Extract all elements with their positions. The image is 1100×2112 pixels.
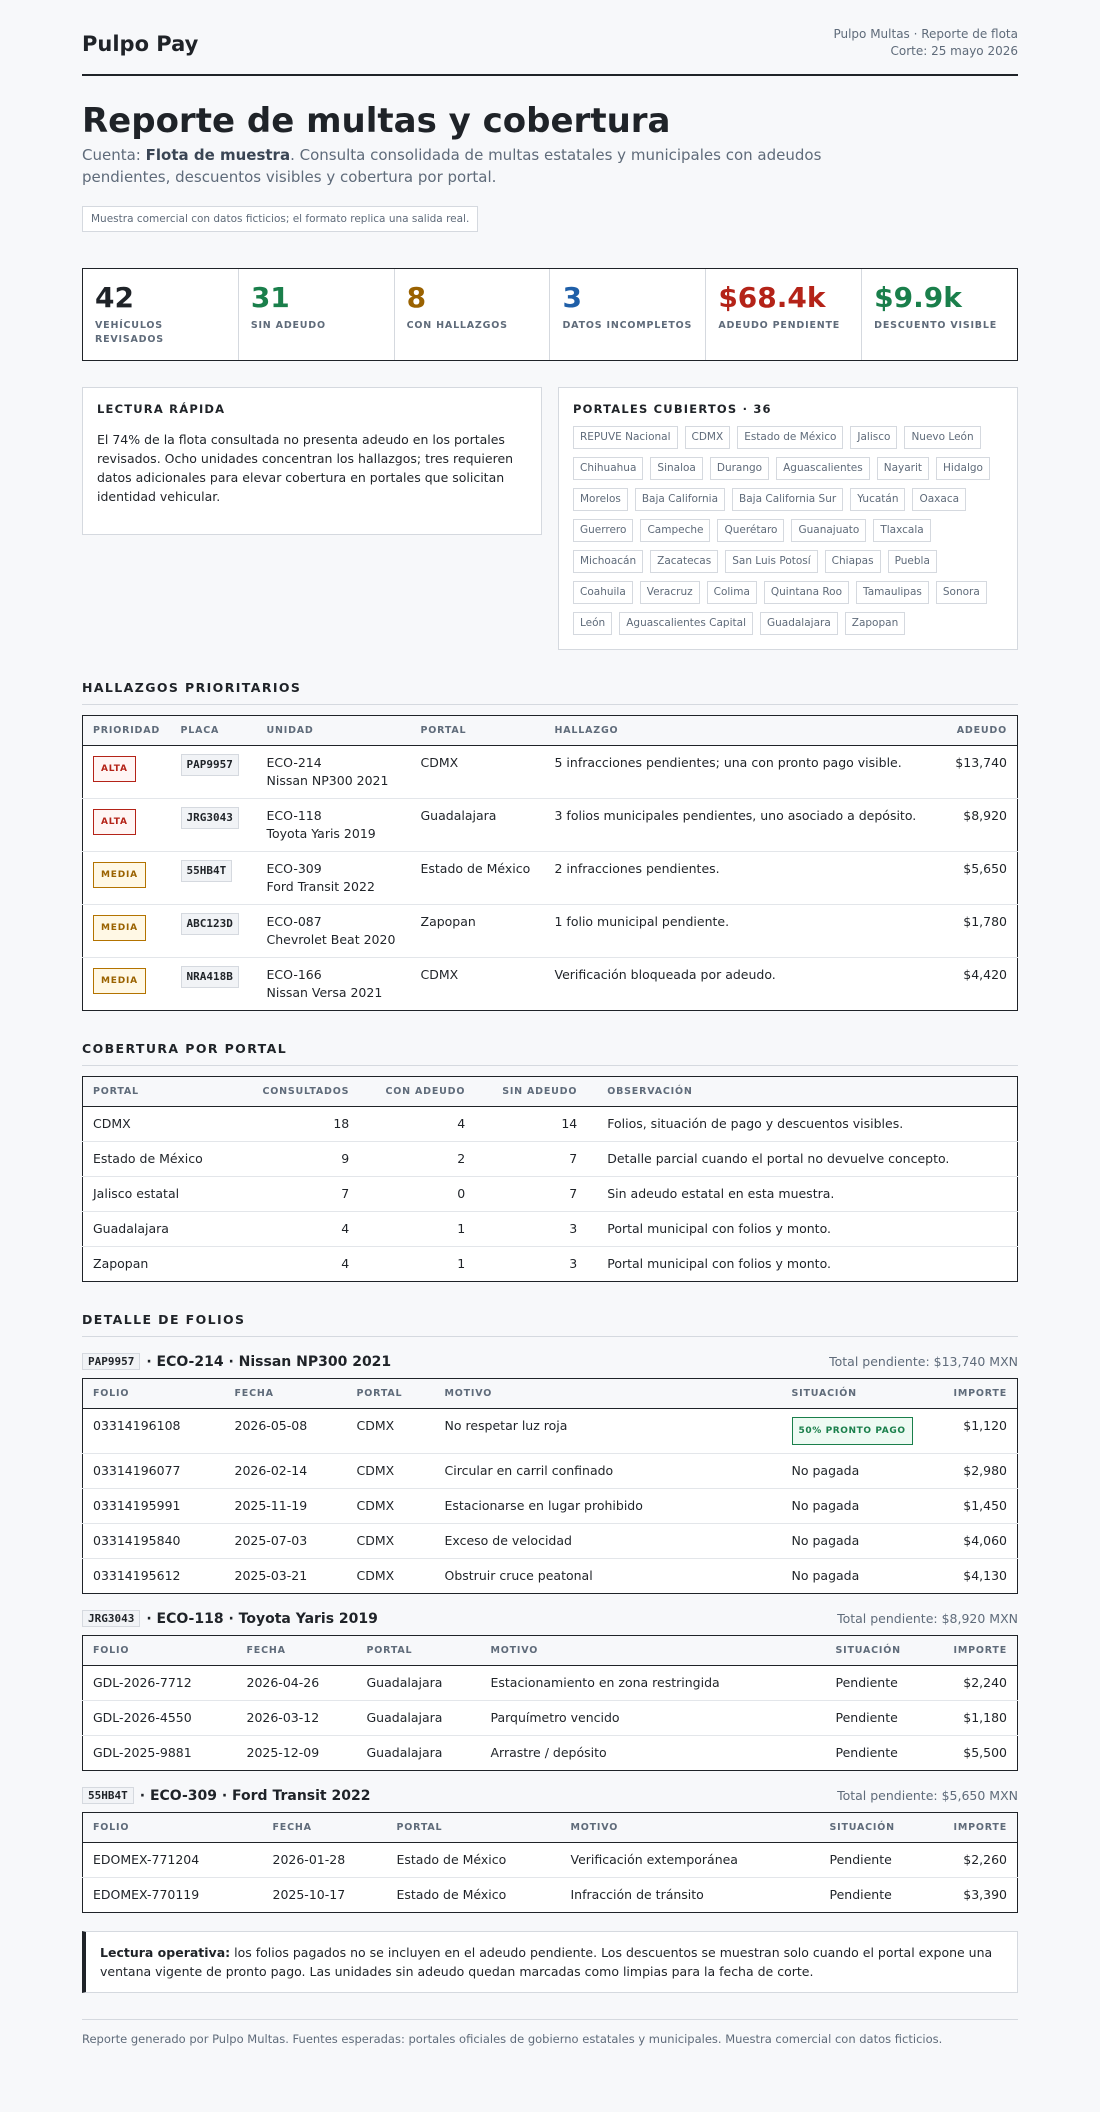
priority-cell [83, 799, 171, 852]
folio-cell: 03314195840 [83, 1524, 225, 1559]
portal-chip: Hidalgo [936, 457, 990, 480]
status-cell: Pendiente [820, 1843, 938, 1878]
reason-cell: Verificación extemporánea [561, 1843, 820, 1878]
portal-cell: Zapopan [411, 905, 545, 958]
discount-badge: 50% PRONTO PAGO [792, 1417, 913, 1445]
amount-cell: $3,390 [963, 1887, 1007, 1902]
portal-cell: CDMX [356, 1568, 395, 1583]
kpi-card [238, 269, 394, 360]
col-status: SITUACIÓN [826, 1636, 938, 1666]
amount-cell: $2,240 [938, 1666, 1018, 1701]
unit-code: ECO-309 [266, 861, 322, 876]
portal-cell: CDMX [347, 1524, 435, 1559]
table-row [83, 1177, 1018, 1212]
col-unit: UNIDAD [257, 716, 411, 746]
col-portal: PORTAL [357, 1636, 481, 1666]
with-debt-cell: 1 [359, 1212, 475, 1247]
unit-code: ECO-214 [266, 755, 322, 770]
amount-cell: $1,450 [938, 1489, 1018, 1524]
portals-title: PORTALES CUBIERTOS · 36 [573, 402, 772, 416]
no-debt-cell: 3 [569, 1256, 578, 1271]
portal-chip: Oaxaca [912, 488, 966, 511]
subtitle-prefix: Cuenta: [82, 146, 146, 164]
vehicle-title [82, 1610, 378, 1627]
kpi-card [861, 269, 1017, 360]
status-cell [782, 1409, 938, 1454]
subtitle-text: . Consulta consolidada de multas estatales y municipales con adeudos pendientes, descuentos visibles y cobertura por portal. [82, 146, 822, 186]
consulted-cell: 7 [253, 1177, 360, 1212]
vehicle-model: Ford Transit 2022 [266, 879, 375, 894]
table-row [83, 1736, 1018, 1771]
date-cell: 2025-07-03 [225, 1524, 347, 1559]
portal-chip: Veracruz [640, 581, 700, 604]
portal-chip: Chihuahua [573, 457, 643, 480]
plate-tag: ABC123D [181, 913, 239, 935]
quick-read-text: El 74% de la flota consultada no presenta adeudo en los portales revisados. Ocho unidades concentran los hallazgos; tres requieren datos adicionales para elevar cobertura en portales que solicitan identidad vehicular. [97, 432, 514, 504]
kpi-label: DATOS INCOMPLETOS [562, 320, 693, 331]
plate-tag: PAP9957 [181, 754, 239, 776]
debt-cell: $1,780 [938, 905, 1018, 958]
status-cell: No pagada [782, 1524, 938, 1559]
priority-badge: ALTA [93, 756, 136, 782]
kpi-card [83, 269, 238, 360]
portal-chip: Querétaro [717, 519, 784, 542]
page-title: Reporte de multas y cobertura [82, 101, 671, 141]
quick-read-title: LECTURA RÁPIDA [97, 402, 226, 416]
table-row [83, 1559, 1018, 1594]
portal-chip: Colima [707, 581, 757, 604]
portal-chip: Tlaxcala [873, 519, 930, 542]
unit-cell [257, 852, 411, 905]
status-cell: No pagada [782, 1454, 938, 1489]
priority-badge: MEDIA [93, 915, 146, 941]
plate-tag: NRA418B [181, 966, 239, 988]
amount-cell: $1,120 [938, 1409, 1018, 1454]
kpi-card [705, 269, 861, 360]
date-cell: 2026-05-08 [225, 1409, 347, 1454]
vehicle-title [82, 1787, 370, 1804]
portal-cell: CDMX [347, 1489, 435, 1524]
observation-cell: Detalle parcial cuando el portal no devuelve concepto. [587, 1142, 1017, 1177]
report-footer: Reporte generado por Pulpo Multas. Fuentes esperadas: portales oficiales de gobierno estatales y municipales. Muestra comercial con datos ficticios. [82, 2019, 1018, 2046]
col-consulted: CONSULTADOS [253, 1077, 360, 1107]
kpi-value: 31 [250, 281, 290, 314]
vehicle-table-wrap [82, 1635, 1018, 1771]
portal-chip: Nuevo León [904, 426, 980, 449]
brand-logo: Pulpo Pay [82, 32, 199, 56]
plate-cell [171, 799, 257, 852]
col-date: FECHA [237, 1636, 357, 1666]
vehicle-total: Total pendiente: $5,650 MXN [837, 1788, 1018, 1803]
portal-chip: Sinaloa [650, 457, 702, 480]
reason-cell: Exceso de velocidad [435, 1524, 782, 1559]
operational-callout [82, 1931, 1018, 1993]
callout-label: Lectura operativa: [100, 1945, 231, 1960]
kpi-label: ADEUDO PENDIENTE [718, 320, 841, 331]
priority-table-body [83, 746, 1018, 1011]
folio-table [82, 1635, 1018, 1771]
cutoff-date: Corte: 25 mayo 2026 [890, 44, 1018, 58]
col-folio: FOLIO [83, 1636, 237, 1666]
folio-cell: 03314196108 [83, 1409, 225, 1454]
date-cell: 2026-04-26 [237, 1666, 357, 1701]
date-cell: 2025-12-09 [246, 1745, 320, 1760]
priority-badge: MEDIA [93, 862, 146, 888]
table-row [83, 1843, 1018, 1878]
consulted-cell: 4 [253, 1212, 360, 1247]
portal-cell: Estado de México [83, 1142, 253, 1177]
reason-cell: Arrastre / depósito [490, 1745, 607, 1760]
portal-chip: Guerrero [573, 519, 633, 542]
portal-chip: Nayarit [877, 457, 929, 480]
table-row [83, 1878, 1018, 1913]
callout-text: los folios pagados no se incluyen en el adeudo pendiente. Los descuentos se muestran solo cuando el portal expone una ventana vigente de pronto pago. Las unidades sin adeudo quedan marcadas como limpias para la fecha de corte. [100, 1945, 993, 1979]
priority-cell [83, 746, 171, 799]
table-row [83, 1524, 1018, 1559]
table-row [83, 1701, 1018, 1736]
coverage-table-wrap [82, 1076, 1018, 1282]
amount-cell: $4,060 [938, 1524, 1018, 1559]
date-cell: 2025-10-17 [272, 1887, 346, 1902]
portal-cell: CDMX [347, 1454, 435, 1489]
date-cell: 2026-01-28 [263, 1843, 387, 1878]
table-row [83, 746, 1018, 799]
date-cell: 2025-11-19 [225, 1489, 347, 1524]
status-cell: Pendiente [826, 1666, 938, 1701]
portal-chip: REPUVE Nacional [573, 426, 678, 449]
observation-cell: Portal municipal con folios y monto. [607, 1256, 831, 1271]
col-with-debt: CON ADEUDO [359, 1077, 475, 1107]
portal-chip: Yucatán [850, 488, 905, 511]
finding-cell: 1 folio municipal pendiente. [545, 905, 938, 958]
plate-tag: PAP9957 [82, 1353, 140, 1370]
col-reason: MOTIVO [561, 1813, 820, 1843]
vehicle-model: Toyota Yaris 2019 [266, 826, 376, 841]
amount-cell: $2,980 [938, 1454, 1018, 1489]
portal-chip: Guadalajara [760, 612, 838, 635]
priority-table-wrap [82, 715, 1018, 1011]
reason-cell: Estacionarse en lugar prohibido [435, 1489, 782, 1524]
priority-section-title: HALLAZGOS PRIORITARIOS [82, 680, 1018, 705]
portal-chip: San Luis Potosí [725, 550, 817, 573]
portal-cell: Guadalajara [357, 1701, 481, 1736]
reason-cell: Obstruir cruce peatonal [444, 1568, 593, 1583]
portal-chip: Baja California [635, 488, 725, 511]
status-cell: No pagada [782, 1489, 938, 1524]
col-amount: IMPORTE [938, 1636, 1018, 1666]
portal-cell: CDMX [83, 1107, 253, 1142]
vehicle-name: · ECO-118 · Toyota Yaris 2019 [146, 1610, 378, 1627]
priority-cell [83, 958, 171, 1011]
reason-cell: No respetar luz roja [435, 1409, 782, 1454]
portal-chip: Zacatecas [650, 550, 718, 573]
col-status: SITUACIÓN [782, 1379, 938, 1409]
coverage-section-title: COBERTURA POR PORTAL [82, 1041, 1018, 1066]
folio-cell: 03314195612 [93, 1568, 181, 1583]
folio-cell: EDOMEX-770119 [93, 1887, 200, 1902]
portal-chip: Baja California Sur [732, 488, 843, 511]
portal-chip: Aguascalientes Capital [619, 612, 753, 635]
priority-table [82, 715, 1018, 1011]
finding-cell: 3 folios municipales pendientes, uno asociado a depósito. [545, 799, 938, 852]
col-finding: HALLAZGO [545, 716, 938, 746]
with-debt-cell: 2 [359, 1142, 475, 1177]
priority-badge: ALTA [93, 809, 136, 835]
col-plate: PLACA [171, 716, 257, 746]
report-page [82, 0, 1018, 2046]
col-amount: IMPORTE [938, 1379, 1018, 1409]
portal-chip: Tamaulipas [856, 581, 929, 604]
portal-cell: Zapopan [93, 1256, 149, 1271]
plate-cell [171, 852, 257, 905]
coverage-table-body [83, 1107, 1018, 1282]
col-amount: IMPORTE [938, 1813, 1018, 1843]
portal-cell: Guadalajara [366, 1745, 443, 1760]
portal-cell: Estado de México [411, 852, 545, 905]
folio-cell: EDOMEX-771204 [83, 1843, 263, 1878]
plate-tag: JRG3043 [82, 1610, 140, 1627]
debt-cell: $13,740 [938, 746, 1018, 799]
unit-code: ECO-118 [266, 808, 322, 823]
portal-cell: CDMX [420, 967, 459, 982]
status-cell: No pagada [791, 1568, 860, 1583]
with-debt-cell: 4 [359, 1107, 475, 1142]
date-cell: 2026-02-14 [225, 1454, 347, 1489]
amount-cell: $5,500 [963, 1745, 1007, 1760]
folio-table [82, 1812, 1018, 1913]
vehicle-header [82, 1610, 1018, 1627]
table-row [83, 905, 1018, 958]
col-date: FECHA [263, 1813, 387, 1843]
report-meta-line: Pulpo Multas · Reporte de flota [833, 27, 1018, 41]
status-cell: Pendiente [835, 1745, 898, 1760]
unit-cell [257, 905, 411, 958]
portal-chip: CDMX [685, 426, 731, 449]
debt-cell: $8,920 [938, 799, 1018, 852]
col-reason: MOTIVO [435, 1379, 782, 1409]
col-folio: FOLIO [83, 1813, 263, 1843]
no-debt-cell: 14 [475, 1107, 587, 1142]
kpi-value: $68.4k [718, 281, 826, 314]
observation-cell: Sin adeudo estatal en esta muestra. [587, 1177, 1017, 1212]
portal-cell: Guadalajara [357, 1666, 481, 1701]
vehicle-table-wrap [82, 1378, 1018, 1594]
plate-tag: 55HB4T [181, 860, 233, 882]
portal-cell: Guadalajara [83, 1212, 253, 1247]
unit-code: ECO-087 [266, 914, 322, 929]
portal-chip: Durango [710, 457, 769, 480]
col-portal: PORTAL [347, 1379, 435, 1409]
reason-cell: Estacionamiento en zona restringida [481, 1666, 826, 1701]
portal-chip: Michoacán [573, 550, 643, 573]
kpi-value: $9.9k [874, 281, 962, 314]
quick-read-card [82, 387, 542, 535]
observation-cell: Portal municipal con folios y monto. [587, 1212, 1017, 1247]
amount-cell: $4,130 [963, 1568, 1007, 1583]
portal-chip: Coahuila [573, 581, 633, 604]
vehicle-title [82, 1353, 391, 1370]
portal-chip: Quintana Roo [764, 581, 849, 604]
portal-chip: Jalisco [850, 426, 897, 449]
unit-cell [257, 799, 411, 852]
vehicle-name: · ECO-214 · Nissan NP300 2021 [146, 1353, 392, 1370]
table-row [83, 1212, 1018, 1247]
folio-cell: GDL-2025-9881 [93, 1745, 192, 1760]
portal-chip: León [573, 612, 612, 635]
report-meta [833, 26, 1018, 60]
table-row [83, 1489, 1018, 1524]
vehicle-model: Chevrolet Beat 2020 [266, 932, 396, 947]
summary-cards [82, 387, 1018, 650]
portal-chip: Campeche [640, 519, 710, 542]
portal-chip: Morelos [573, 488, 628, 511]
report-header [82, 26, 1018, 76]
debt-cell: $5,650 [938, 852, 1018, 905]
portal-chip: Chiapas [825, 550, 881, 573]
reason-cell: Circular en carril confinado [435, 1454, 782, 1489]
account-name: Flota de muestra [145, 146, 291, 164]
kpi-value: 42 [95, 281, 134, 314]
kpi-value: 8 [406, 281, 427, 314]
observation-cell: Folios, situación de pago y descuentos visibles. [587, 1107, 1017, 1142]
table-row [83, 1142, 1018, 1177]
consulted-cell: 9 [253, 1142, 360, 1177]
vehicle-total: Total pendiente: $8,920 MXN [837, 1611, 1018, 1626]
portal-cell: Jalisco estatal [83, 1177, 253, 1212]
col-debt: ADEUDO [938, 716, 1018, 746]
folio-cell: 03314195991 [83, 1489, 225, 1524]
table-row [83, 799, 1018, 852]
vehicle-model: Nissan Versa 2021 [266, 985, 383, 1000]
coverage-table [82, 1076, 1018, 1282]
reason-cell: Parquímetro vencido [481, 1701, 826, 1736]
kpi-label: VEHÍCULOS REVISADOS [95, 320, 164, 345]
portal-chip: Puebla [888, 550, 937, 573]
with-debt-cell: 1 [457, 1256, 466, 1271]
details-section-title: DETALLE DE FOLIOS [82, 1312, 1018, 1337]
kpi-label: DESCUENTO VISIBLE [874, 320, 997, 331]
amount-cell: $2,260 [938, 1843, 1018, 1878]
amount-cell: $1,180 [938, 1701, 1018, 1736]
portal-chip-list [573, 426, 1003, 635]
portal-chip: Sonora [936, 581, 987, 604]
kpi-label: SIN ADEUDO [250, 320, 326, 331]
table-row [83, 1107, 1018, 1142]
portal-cell: CDMX [411, 746, 545, 799]
folio-table [82, 1378, 1018, 1594]
portal-cell: CDMX [347, 1409, 435, 1454]
folio-cell: GDL-2026-7712 [83, 1666, 237, 1701]
sample-note: Muestra comercial con datos ficticios; el formato replica una salida real. [82, 206, 478, 232]
finding-cell: 2 infracciones pendientes. [545, 852, 938, 905]
vehicle-header [82, 1787, 1018, 1804]
finding-cell: 5 infracciones pendientes; una con pronto pago visible. [545, 746, 938, 799]
no-debt-cell: 7 [475, 1142, 587, 1177]
page-subtitle [82, 144, 842, 188]
portals-card [558, 387, 1018, 650]
col-folio: FOLIO [83, 1379, 225, 1409]
vehicle-name: · ECO-309 · Ford Transit 2022 [139, 1787, 371, 1804]
kpi-strip [82, 268, 1018, 361]
portal-chip: Estado de México [737, 426, 843, 449]
table-row [83, 1409, 1018, 1454]
vehicle-total: Total pendiente: $13,740 MXN [829, 1354, 1018, 1369]
finding-cell: Verificación bloqueada por adeudo. [554, 967, 776, 982]
table-row [83, 958, 1018, 1011]
table-row [83, 852, 1018, 905]
col-reason: MOTIVO [481, 1636, 826, 1666]
priority-cell [83, 852, 171, 905]
consulted-cell: 4 [341, 1256, 350, 1271]
table-row [83, 1247, 1018, 1282]
folio-cell: 03314196077 [83, 1454, 225, 1489]
col-portal: PORTAL [411, 716, 545, 746]
unit-cell [257, 958, 411, 1011]
kpi-label: CON HALLAZGOS [406, 320, 508, 331]
date-cell: 2026-03-12 [237, 1701, 357, 1736]
plate-tag: 55HB4T [82, 1787, 134, 1804]
folio-details [82, 1353, 1018, 1913]
kpi-card [394, 269, 550, 360]
table-row [83, 1666, 1018, 1701]
col-observation: OBSERVACIÓN [587, 1077, 1017, 1107]
vehicle-model: Nissan NP300 2021 [266, 773, 389, 788]
vehicle-header [82, 1353, 1018, 1370]
plate-cell [171, 905, 257, 958]
with-debt-cell: 0 [359, 1177, 475, 1212]
col-no-debt: SIN ADEUDO [475, 1077, 587, 1107]
priority-badge: MEDIA [93, 968, 146, 994]
table-row [83, 1454, 1018, 1489]
col-portal: PORTAL [83, 1077, 253, 1107]
portal-chip: Zapopan [845, 612, 905, 635]
consulted-cell: 18 [253, 1107, 360, 1142]
portal-chip: Aguascalientes [776, 457, 870, 480]
debt-cell: $4,420 [963, 967, 1007, 982]
unit-cell [257, 746, 411, 799]
plate-cell [171, 746, 257, 799]
folio-cell: GDL-2026-4550 [83, 1701, 237, 1736]
priority-cell [83, 905, 171, 958]
plate-tag: JRG3043 [181, 807, 239, 829]
portal-cell: Guadalajara [411, 799, 545, 852]
portal-chip: Guanajuato [791, 519, 866, 542]
plate-cell [171, 958, 257, 1011]
col-priority: PRIORIDAD [83, 716, 171, 746]
vehicle-table-wrap [82, 1812, 1018, 1913]
col-status: SITUACIÓN [820, 1813, 938, 1843]
no-debt-cell: 7 [475, 1177, 587, 1212]
portal-cell: Estado de México [396, 1887, 507, 1902]
status-cell: Pendiente [829, 1887, 892, 1902]
no-debt-cell: 3 [475, 1212, 587, 1247]
unit-code: ECO-166 [266, 967, 322, 982]
reason-cell: Infracción de tránsito [570, 1887, 704, 1902]
col-portal: PORTAL [387, 1813, 561, 1843]
date-cell: 2025-03-21 [234, 1568, 308, 1583]
kpi-value: 3 [562, 281, 582, 314]
col-date: FECHA [225, 1379, 347, 1409]
kpi-card [549, 269, 705, 360]
status-cell: Pendiente [826, 1701, 938, 1736]
portal-cell: Estado de México [387, 1843, 561, 1878]
